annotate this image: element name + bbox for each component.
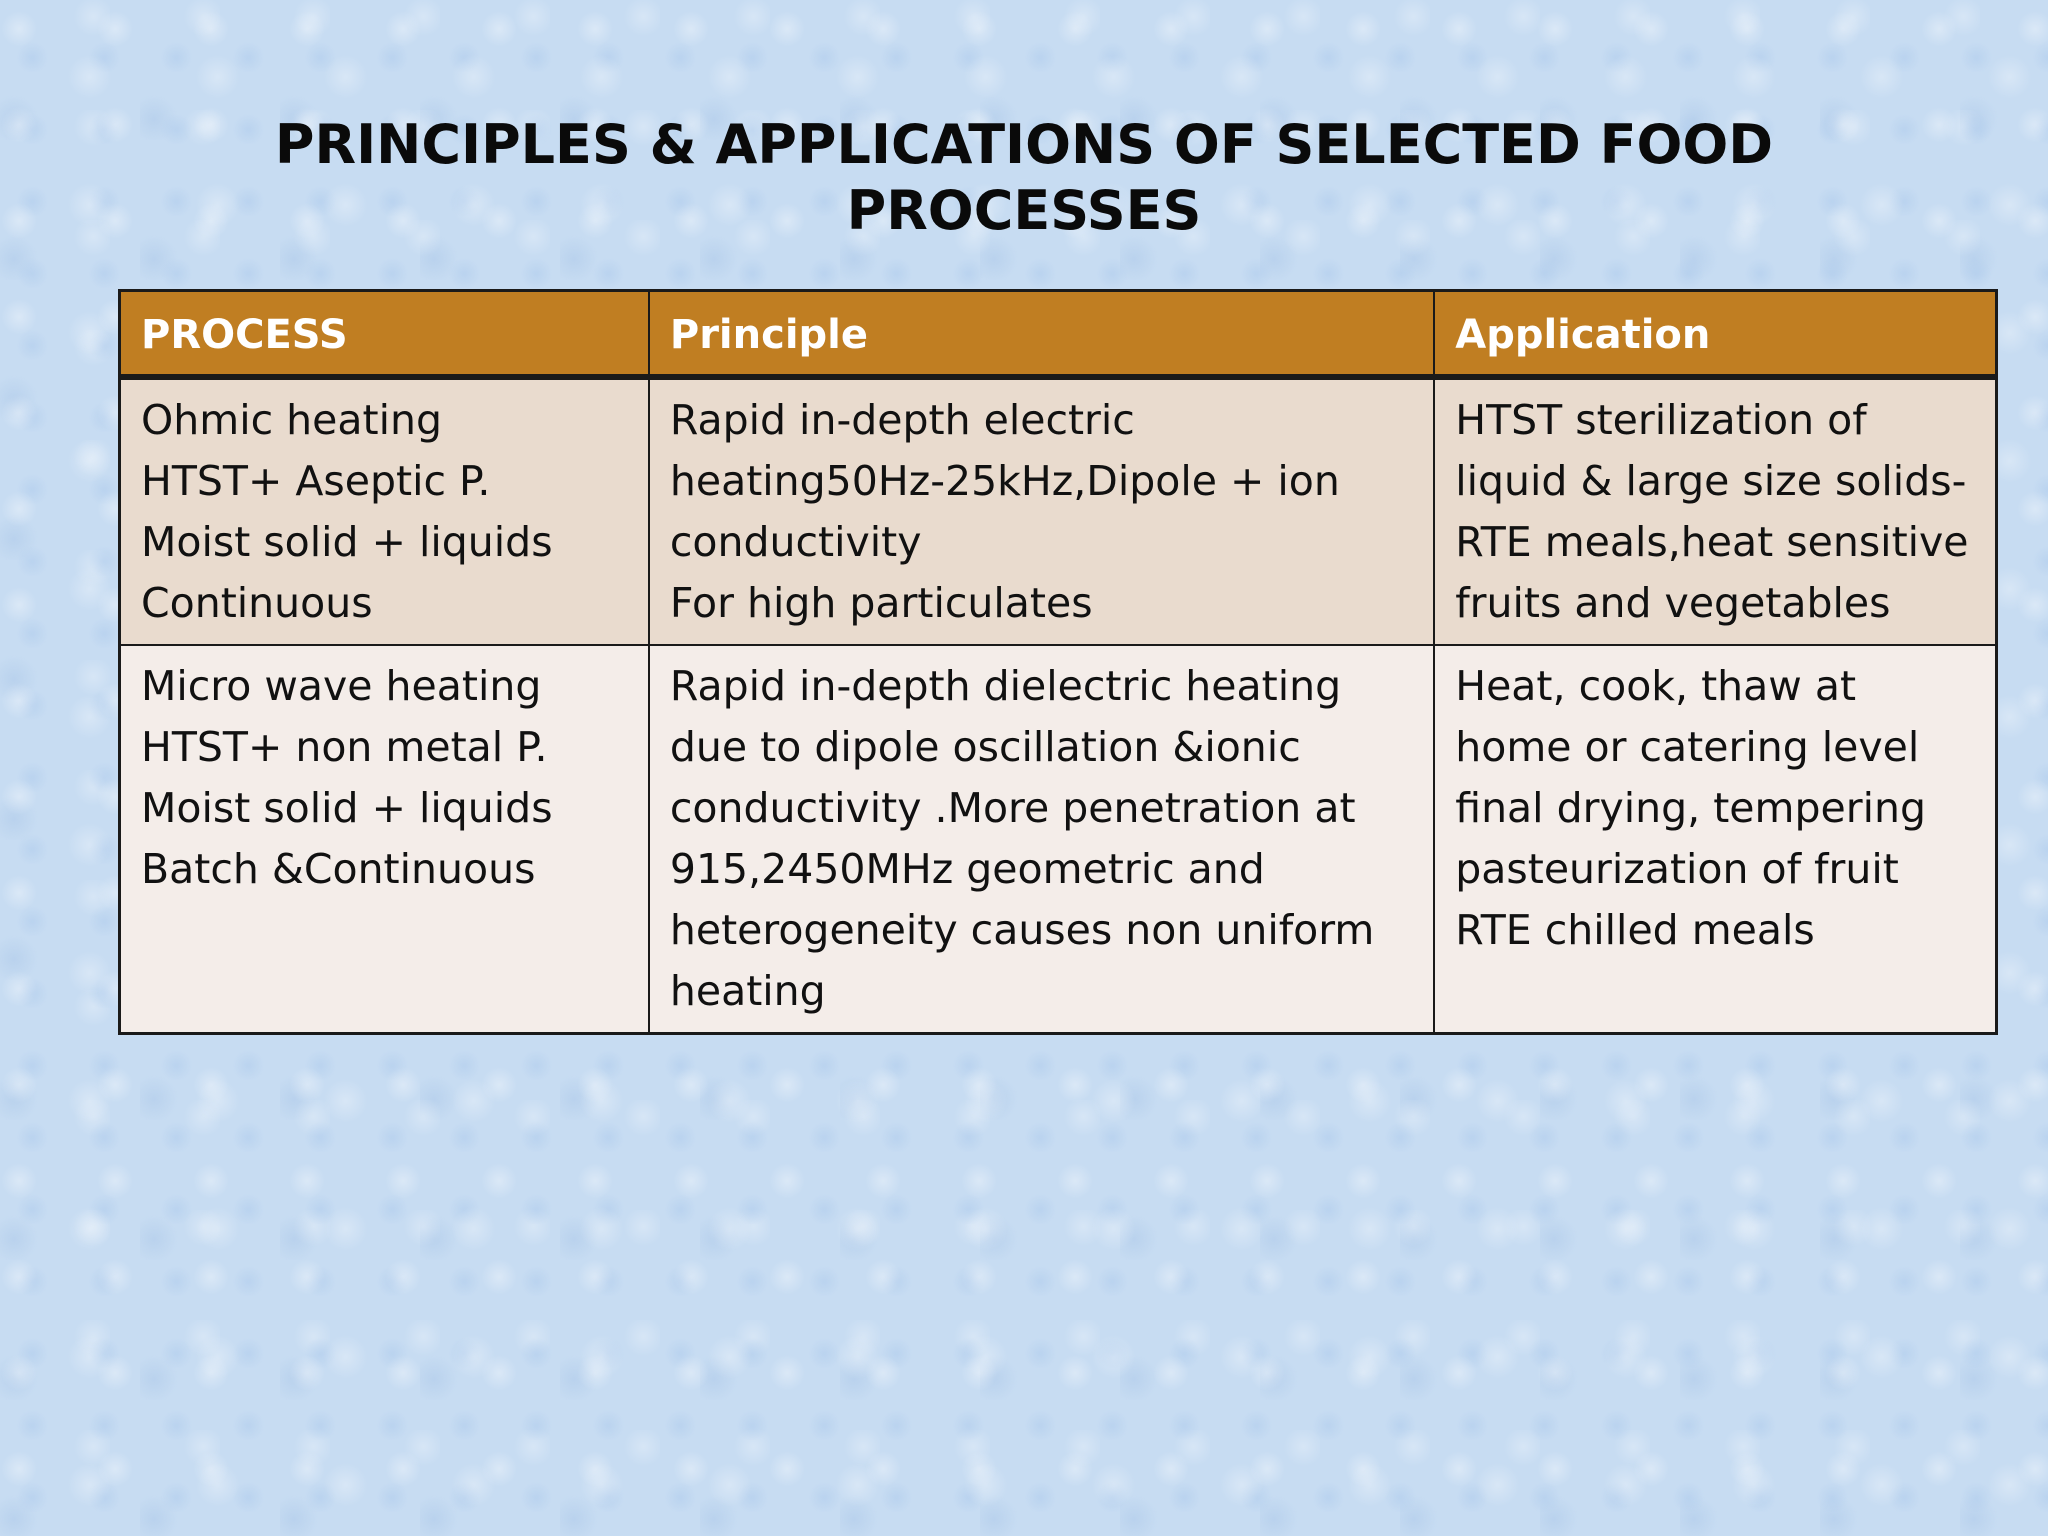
table-row-microwave-heating xyxy=(120,645,1997,1034)
slide-title-line-1: PRINCIPLES & APPLICATIONS OF SELECTED FOOD xyxy=(274,113,1774,176)
cell-line: Moist solid + liquids xyxy=(141,518,553,566)
cell-line: For high particulates xyxy=(669,579,1093,627)
cell-line: RTE meals,heat sensitive xyxy=(1455,518,1969,566)
cell-line: RTE chilled meals xyxy=(1455,906,1815,954)
cell-line: heterogeneity causes non uniform xyxy=(669,906,1375,954)
cell-line: Continuous xyxy=(141,579,373,627)
cell-line: Rapid in-depth electric xyxy=(669,396,1135,444)
header-principle: Principle xyxy=(649,291,1434,378)
cell-line: heating xyxy=(669,967,826,1015)
slide-title xyxy=(200,112,1848,244)
cell-line: Moist solid + liquids xyxy=(141,784,553,832)
cell-application xyxy=(1434,377,1996,645)
cell-line: HTST+ Aseptic P. xyxy=(141,457,491,505)
cell-principle xyxy=(649,645,1434,1034)
cell-line: Batch &Continuous xyxy=(141,845,536,893)
table-header-row xyxy=(120,291,1997,378)
cell-principle xyxy=(649,377,1434,645)
cell-line: Heat, cook, thaw at xyxy=(1455,662,1857,710)
table-header xyxy=(120,291,1997,378)
cell-line: conductivity xyxy=(669,518,922,566)
header-process: PROCESS xyxy=(120,291,649,378)
cell-line: HTST+ non metal P. xyxy=(141,723,548,771)
cell-process xyxy=(120,377,649,645)
cell-line: 915,2450MHz geometric and xyxy=(669,845,1265,893)
cell-line: Ohmic heating xyxy=(141,396,442,444)
process-table xyxy=(118,289,1998,1035)
table-row-ohmic-heating xyxy=(120,377,1997,645)
cell-line: conductivity .More penetration at xyxy=(669,784,1356,832)
cell-line: home or catering level xyxy=(1455,723,1920,771)
slide-title-line-2: PROCESSES xyxy=(846,179,1202,242)
cell-line: Rapid in-depth dielectric heating xyxy=(669,662,1342,710)
cell-line: final drying, tempering xyxy=(1455,784,1926,832)
cell-line: pasteurization of fruit xyxy=(1455,845,1899,893)
cell-process xyxy=(120,645,649,1034)
cell-line: heating50Hz-25kHz,Dipole + ion xyxy=(669,457,1340,505)
header-application: Application xyxy=(1434,291,1996,378)
table-body xyxy=(120,377,1997,1034)
cell-line: fruits and vegetables xyxy=(1455,579,1891,627)
cell-application xyxy=(1434,645,1996,1034)
cell-line: liquid & large size solids- xyxy=(1455,457,1967,505)
cell-line: HTST sterilization of xyxy=(1455,396,1867,444)
cell-line: due to dipole oscillation &ionic xyxy=(669,723,1301,771)
cell-line: Micro wave heating xyxy=(141,662,542,710)
